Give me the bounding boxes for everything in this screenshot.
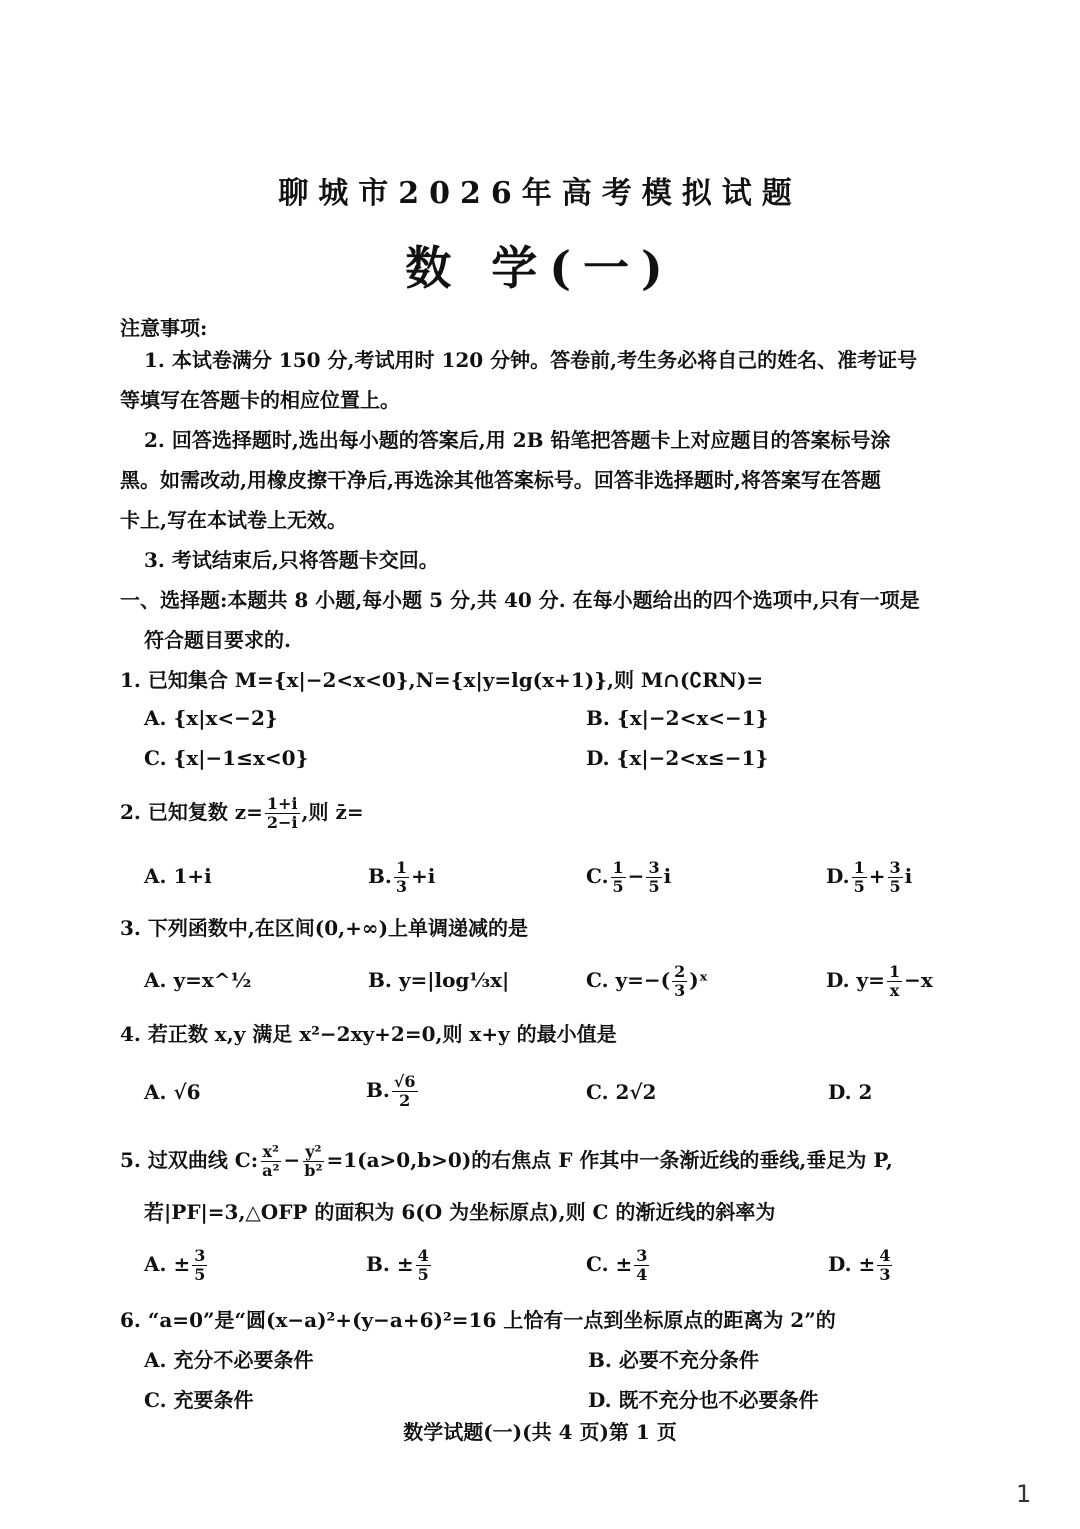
- question-5-option-a: [144, 1248, 209, 1283]
- q5-stem-suffix: =1(a>0,b>0)的右焦点 F 作其中一条渐近线的垂线,垂足为 P,: [326, 1148, 893, 1172]
- q5-c-fraction: [634, 1248, 649, 1283]
- q4-b-prefix: B.: [366, 1078, 390, 1102]
- notice-item-2-line-1: 2. 回答选择题时,选出每小题的答案后,用 2B 铅笔把答题卡上对应题目的答案标号涂: [144, 428, 891, 452]
- question-6-option-c: C. 充要条件: [144, 1388, 254, 1412]
- question-3-option-d: [826, 964, 933, 999]
- q5-c-prefix: C. ±: [586, 1252, 633, 1276]
- q5-a-den: 5: [194, 1265, 206, 1284]
- q3-c-num: 2: [674, 962, 686, 981]
- notice-item-2-line-2: 黑。如需改动,用橡皮擦干净后,再选涂其他答案标号。回答非选择题时,将答案写在答题: [120, 468, 881, 492]
- q5-a-prefix: A. ±: [144, 1252, 191, 1276]
- q2-b-prefix: B.: [368, 864, 392, 888]
- question-3-option-c: [586, 964, 708, 999]
- page-footer: 数学试题(一)(共 4 页)第 1 页: [403, 1420, 677, 1444]
- q3-d-num: 1: [888, 962, 901, 981]
- q2-c-fraction-1: [611, 860, 626, 895]
- q5-d-den: 3: [879, 1265, 891, 1284]
- q2-d-den-1: 5: [853, 877, 865, 896]
- q2-c-num-1: 1: [612, 858, 624, 877]
- notice-item-3: 3. 考试结束后,只将答题卡交回。: [144, 548, 439, 572]
- q3-c-fraction: [672, 964, 687, 999]
- q5-b-den: 5: [417, 1265, 429, 1284]
- q2-c-mid: −: [627, 864, 645, 888]
- q5-d-num: 4: [879, 1246, 891, 1265]
- q2-c-prefix: C.: [586, 864, 609, 888]
- q3-d-suffix: −x: [904, 968, 933, 992]
- q5-x-fraction: [260, 1144, 281, 1179]
- question-2-option-c: [586, 860, 671, 895]
- q5-c-den: 4: [636, 1265, 648, 1284]
- question-2-option-a: A. 1+i: [144, 864, 212, 888]
- question-2-stem: [120, 796, 364, 831]
- section-1-heading: 一、选择题:本题共 8 小题,每小题 5 分,共 40 分. 在每小题给出的四个选项中,只有一项是: [120, 588, 920, 612]
- question-2-option-d: [826, 860, 912, 895]
- q2-d-mid: +: [868, 864, 886, 888]
- q3-d-fraction: [887, 964, 902, 999]
- q2-c-den-2: 5: [648, 877, 660, 896]
- question-3-stem: 3. 下列函数中,在区间(0,+∞)上单调递减的是: [120, 916, 529, 940]
- question-2-option-b: [368, 860, 435, 895]
- q2-c-num-2: 3: [648, 858, 660, 877]
- q5-b-prefix: B. ±: [366, 1252, 414, 1276]
- q2-stem-fraction: [265, 796, 300, 831]
- question-4-stem: 4. 若正数 x,y 满足 x²−2xy+2=0,则 x+y 的最小值是: [120, 1022, 617, 1046]
- q5-y-den: b²: [304, 1161, 323, 1180]
- notice-item-1-line-2: 等填写在答题卡的相应位置上。: [120, 388, 400, 412]
- q3-c-den: 3: [674, 981, 686, 1000]
- section-1-heading-cont: 符合题目要求的.: [144, 628, 291, 652]
- q2-d-fraction-2: [888, 860, 903, 895]
- q2-b-suffix: +i: [411, 864, 436, 888]
- question-6-stem: 6. “a=0”是“圆(x−a)²+(y−a+6)²=16 上恰有一点到坐标原点的距离为 2”的: [120, 1308, 836, 1332]
- question-6-option-b: B. 必要不充分条件: [588, 1348, 759, 1372]
- q2-d-num-2: 3: [889, 858, 901, 877]
- q5-y-num: y²: [305, 1142, 322, 1161]
- q4-b-fraction: [392, 1074, 418, 1109]
- q5-minus: −: [283, 1148, 301, 1172]
- q2-d-suffix: i: [904, 864, 913, 888]
- q5-y-fraction: [302, 1144, 324, 1179]
- question-6-option-d: D. 既不充分也不必要条件: [588, 1388, 819, 1412]
- q4-b-num: √6: [393, 1072, 416, 1091]
- q2-c-den-1: 5: [612, 877, 624, 896]
- question-1-option-c: C. {x|−1≤x<0}: [144, 746, 309, 770]
- question-5-option-c: [586, 1248, 651, 1283]
- question-5-option-b: [366, 1248, 433, 1283]
- q5-stem-prefix: 5. 过双曲线 C:: [120, 1148, 259, 1172]
- exam-title: 聊城市2026年高考模拟试题: [278, 176, 802, 211]
- q5-b-fraction: [416, 1248, 431, 1283]
- q2-d-den-2: 5: [889, 877, 901, 896]
- q2-c-suffix: i: [663, 864, 672, 888]
- q2-b-den: 3: [395, 877, 408, 896]
- question-5-stem-line-2: 若|PF|=3,△OFP 的面积为 6(O 为坐标原点),则 C 的渐近线的斜率为: [144, 1200, 776, 1224]
- q2-stem-suffix: ,则 z̄=: [301, 800, 364, 824]
- q5-x-den: a²: [262, 1161, 280, 1180]
- q3-c-suffix: )ˣ: [689, 968, 709, 992]
- q2-b-fraction: [394, 860, 409, 895]
- question-6-option-a: A. 充分不必要条件: [144, 1348, 314, 1372]
- q4-b-den: 2: [399, 1091, 411, 1110]
- question-5-option-d: [828, 1248, 894, 1283]
- question-1-option-b: B. {x|−2<x<−1}: [586, 706, 769, 730]
- question-1-option-d: D. {x|−2<x≤−1}: [586, 746, 769, 770]
- q5-b-num: 4: [417, 1246, 429, 1265]
- question-1-stem: 1. 已知集合 M={x|−2<x<0},N={x|y=lg(x+1)},则 M∩(∁RN)=: [120, 668, 764, 692]
- q5-a-fraction: [192, 1248, 207, 1283]
- q5-d-fraction: [877, 1248, 892, 1283]
- q2-stem-prefix: 2. 已知复数 z=: [120, 800, 263, 824]
- q2-d-fraction-1: [852, 860, 867, 895]
- q5-c-num: 3: [636, 1246, 648, 1265]
- notice-item-2-line-3: 卡上,写在本试卷上无效。: [120, 508, 347, 532]
- question-3-option-a: A. y=x^½: [144, 968, 252, 992]
- q2-b-num: 1: [395, 858, 408, 877]
- q2-c-fraction-2: [646, 860, 661, 895]
- q3-d-den: x: [889, 981, 900, 1000]
- q5-x-num: x²: [262, 1142, 280, 1161]
- question-4-option-d: D. 2: [828, 1080, 873, 1104]
- q3-c-prefix: C. y=−(: [586, 968, 671, 992]
- question-3-option-b: B. y=|log⅓x|: [368, 968, 510, 992]
- q2-stem-den: 2−i: [266, 813, 298, 832]
- q2-stem-num: 1+i: [266, 794, 298, 813]
- question-4-option-b: [366, 1074, 420, 1109]
- question-4-option-a: A. √6: [144, 1080, 201, 1104]
- q3-d-prefix: D. y=: [826, 968, 885, 992]
- question-4-option-c: C. 2√2: [586, 1080, 657, 1104]
- question-1-option-a: A. {x|x<−2}: [144, 706, 278, 730]
- q2-d-num-1: 1: [853, 858, 865, 877]
- q2-d-prefix: D.: [826, 864, 850, 888]
- notice-heading: 注意事项:: [120, 316, 208, 340]
- q5-d-prefix: D. ±: [828, 1252, 876, 1276]
- subject-title: 数 学(一): [405, 241, 675, 295]
- question-5-stem: [120, 1144, 893, 1179]
- notice-item-1-line-1: 1. 本试卷满分 150 分,考试用时 120 分钟。答卷前,考生务必将自己的姓名、准考证号: [144, 348, 918, 372]
- q5-a-num: 3: [194, 1246, 206, 1265]
- page-number: 1: [1016, 1480, 1032, 1508]
